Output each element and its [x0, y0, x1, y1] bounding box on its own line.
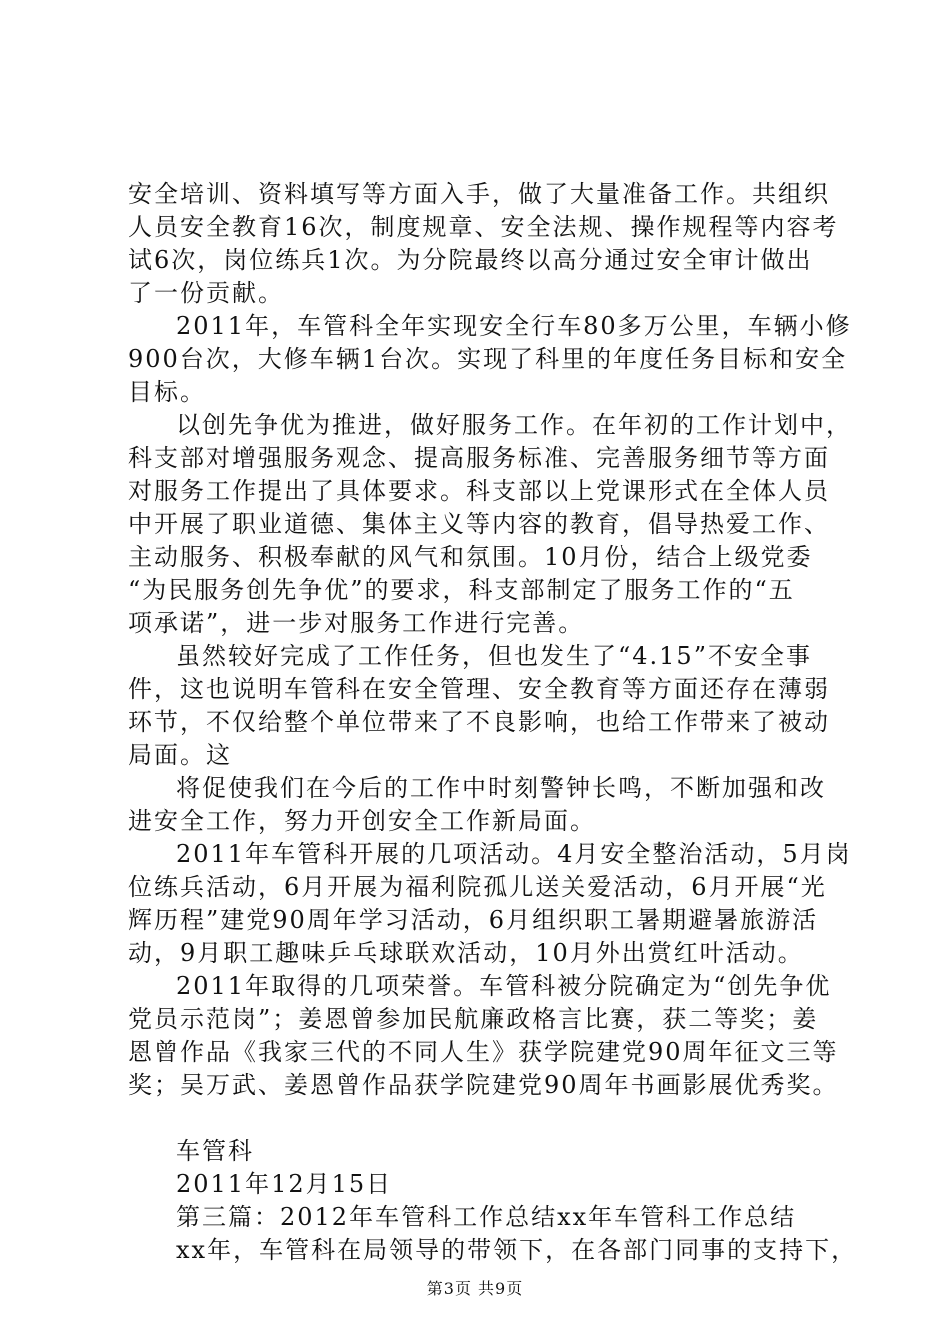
body-line-5: 2011年，车管科全年实现安全行车80多万公里，车辆小修	[176, 312, 852, 340]
body-line-11: 中开展了职业道德、集体主义等内容的教育，倡导热爱工作、	[128, 510, 830, 538]
body-line-6: 900台次，大修车辆1台次。实现了科里的年度任务目标和安全	[128, 345, 848, 373]
body-line-16: 件，这也说明车管科在安全管理、安全教育等方面还存在薄弱	[128, 675, 830, 703]
signature-date: 2011年12月15日	[176, 1170, 393, 1198]
signature-department: 车管科	[176, 1137, 254, 1165]
section-heading: 第三篇：2012年车管科工作总结xx年车管科工作总结	[176, 1203, 797, 1231]
body-line-23: 辉历程”建党90周年学习活动，6月组织职工暑期避暑旅游活	[128, 906, 819, 934]
body-line-2: 人员安全教育16次，制度规章、安全法规、操作规程等内容考	[128, 213, 839, 241]
body-line-27: 恩曾作品《我家三代的不同人生》获学院建党90周年征文三等	[128, 1038, 839, 1066]
body-line-22: 位练兵活动，6月开展为福利院孤儿送关爱活动，6月开展“光	[128, 873, 827, 901]
body-line-18: 局面。这	[128, 741, 232, 769]
body-line-25: 2011年取得的几项荣誉。车管科被分院确定为“创先争优	[176, 972, 832, 1000]
body-line-17: 环节，不仅给整个单位带来了不良影响，也给工作带来了被动	[128, 708, 830, 736]
body-line-last: xx年，车管科在局领导的带领下，在各部门同事的支持下，	[176, 1236, 858, 1264]
body-line-14: 项承诺”，进一步对服务工作进行完善。	[128, 609, 585, 637]
body-line-10: 对服务工作提出了具体要求。科支部以上党课形式在全体人员	[128, 477, 830, 505]
body-line-3: 试6次，岗位练兵1次。为分院最终以高分通过安全审计做出	[128, 246, 813, 274]
body-line-9: 科支部对增强服务观念、提高服务标准、完善服务细节等方面	[128, 444, 830, 472]
body-line-7: 目标。	[128, 378, 206, 406]
body-line-4: 了一份贡献。	[128, 279, 284, 307]
body-line-12: 主动服务、积极奉献的风气和氛围。10月份，结合上级党委	[128, 543, 813, 571]
body-line-24: 动，9月职工趣味乒乓球联欢活动，10月外出赏红叶活动。	[128, 939, 804, 967]
body-line-15: 虽然较好完成了工作任务，但也发生了“4.15”不安全事	[176, 642, 812, 670]
body-line-20: 进安全工作，努力开创安全工作新局面。	[128, 807, 596, 835]
body-line-19: 将促使我们在今后的工作中时刻警钟长鸣，不断加强和改	[176, 774, 826, 802]
body-line-1: 安全培训、资料填写等方面入手，做了大量准备工作。共组织	[128, 180, 830, 208]
body-line-26: 党员示范岗”；姜恩曾参加民航廉政格言比赛，获二等奖；姜	[128, 1005, 819, 1033]
body-line-8: 以创先争优为推进，做好服务工作。在年初的工作计划中，	[176, 411, 852, 439]
body-line-28: 奖；吴万武、姜恩曾作品获学院建党90周年书画影展优秀奖。	[128, 1071, 839, 1099]
page-number-footer: 第3页 共9页	[426, 1279, 524, 1298]
body-line-21: 2011年车管科开展的几项活动。4月安全整治活动，5月岗	[176, 840, 852, 868]
body-line-13: “为民服务创先争优”的要求，科支部制定了服务工作的“五	[128, 576, 795, 604]
